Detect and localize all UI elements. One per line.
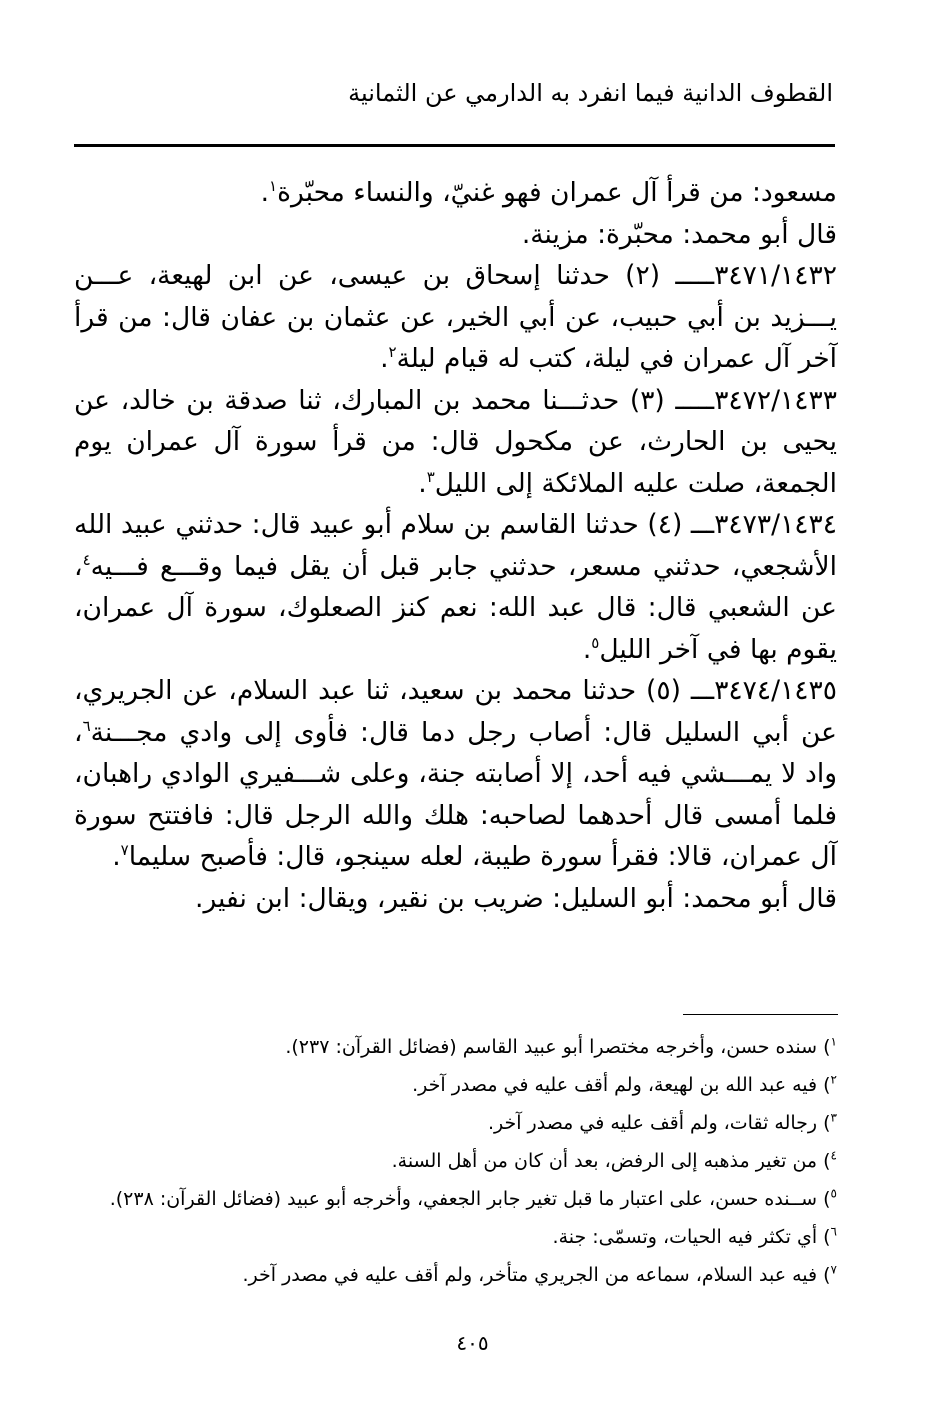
- hadith-1435: [74, 670, 837, 878]
- footnote-number: ٥: [830, 1186, 837, 1201]
- footnote-6: $^٦$) أي تكثر فيه الحيات، وتسمّى: جنة.: [552, 1224, 837, 1248]
- footnote-4: $^٤$) من تغير مذهبه إلى الرفض، بعد أن كان من أهل السنة.: [391, 1148, 837, 1172]
- page-number: ٤٠٥: [456, 1331, 489, 1355]
- paragraph-end: .: [380, 343, 389, 374]
- footnotes: [104, 1028, 837, 1294]
- footnote-number: ١: [830, 1034, 837, 1049]
- paragraph-end: .: [582, 633, 592, 665]
- footnote-divider: [683, 1014, 838, 1015]
- footnote-5: $^٥$) ســنده حسن، على اعتبار ما قبل تغير جابر الجعفي، وأخرجه أبو عبيد (فضائل القرآن: ٢٣٨).: [109, 1186, 837, 1210]
- header-divider: [74, 144, 835, 147]
- running-header: القطوف الدانية فيما انفرد به الدارمي عن الثمانية: [348, 79, 833, 107]
- footnote-ref[interactable]: ٤: [82, 550, 91, 569]
- footnote-2: $^٢$) فيه عبد الله بن لهيعة، ولم أقف عليه في مصدر آخر.: [412, 1072, 837, 1096]
- paragraph-7: [74, 878, 837, 920]
- footnote-7: $^٧$) فيه عبد السلام، سماعه من الجريري متأخر، ولم أقف عليه في مصدر آخر.: [242, 1262, 837, 1286]
- footnote-number: ٧: [830, 1262, 837, 1277]
- footnote-number: ٤: [830, 1148, 837, 1163]
- footnote-1: $^١$) سنده حسن، وأخرجه مختصرا أبو عبيد القاسم (فضائل القرآن: ٢٣٧).: [285, 1034, 837, 1058]
- footnote-text: فيه عبد الله بن لهيعة، ولم أقف عليه في مصدر آخر.: [412, 1074, 818, 1096]
- footnote-text: أي تكثر فيه الحيات، وتسمّى: جنة.: [552, 1226, 818, 1248]
- paragraph-text: قال أبو محمد: محبّرة: مزينة.: [521, 218, 837, 250]
- paragraph-text: ٣٤٧٢/١٤٣٣ـــــ (٣) حدثـــنا محمد بن المبارك، ثنا صدقة بن خالد، عن يحيى بن الحارث، عن مكحول قال: من قرأ سورة آل عمران يوم الجمعة، صلت عليه الملائكة إلى الليل: [74, 384, 837, 499]
- paragraph-end: .: [260, 177, 270, 208]
- footnote-ref[interactable]: ٥: [591, 633, 600, 652]
- footnote-text: من تغير مذهبه إلى الرفض، بعد أن كان من أهل السنة.: [391, 1150, 818, 1172]
- paragraph-end: .: [112, 841, 121, 872]
- footnote-ref[interactable]: ١: [269, 177, 278, 196]
- paragraph-text: قال أبو محمد: أبو السليل: ضريب بن نقير، ويقال: ابن نفير.: [195, 882, 837, 914]
- footnote-ref[interactable]: ٢: [388, 343, 397, 362]
- paragraph-text-cont: ، واد لا يمـــشي فيه أحد، إلا أصابته جنة، وعلى شـــفيري الوادي راهبان، فلما أمسى قال أحدهما لصاحبه: هلك والله الرجل قال: فافتتح سورة آل عمران، قالا: فقرأ سورة طيبة، لعله سينجو، قال: فأصبح سليما: [74, 716, 837, 872]
- footnote-ref[interactable]: ٦: [82, 716, 91, 735]
- paragraph-end: .: [418, 467, 427, 499]
- paragraph-text: ٣٤٧١/١٤٣٢ـــــ (٢) حدثنا إسحاق بن عيسى، عن ابن لهيعة، عـــن يـــزيد بن أبي حبيب، عن أبي الخير، عن عثمان بن عفان قال: من قرأ آخر آل عمران في ليلة، كتب له قيام ليلة: [74, 260, 837, 374]
- paragraph-1: [74, 172, 837, 214]
- footnote-ref[interactable]: ٧: [120, 841, 129, 860]
- footnote-text: فيه عبد السلام، سماعه من الجريري متأخر، ولم أقف عليه في مصدر آخر.: [242, 1264, 818, 1286]
- paragraph-text-cont: ، عن الشعبي قال: قال عبد الله: نعم كنز الصعلوك، سورة آل عمران، يقوم بها في آخر الليل: [74, 550, 837, 665]
- main-text: [74, 172, 837, 919]
- hadith-1433: [74, 380, 837, 505]
- paragraph-2: [74, 214, 837, 256]
- footnote-text: ســنده حسن، على اعتبار ما قبل تغير جابر الجعفي، وأخرجه أبو عبيد (فضائل القرآن: ٢٣٨).: [109, 1188, 818, 1210]
- footnote-3: $^٣$) رجاله ثقات، ولم أقف عليه في مصدر آخر.: [487, 1110, 837, 1134]
- footnote-number: ٢: [830, 1072, 837, 1087]
- footnote-number: ٦: [830, 1224, 837, 1239]
- paragraph-text: مسعود: من قرأ آل عمران فهو غنيّ، والنساء محبّرة: [277, 177, 837, 208]
- paragraph-text: ٣٤٧٣/١٤٣٤ـــ (٤) حدثنا القاسم بن سلام أبو عبيد قال: حدثني عبيد الله الأشجعي، حدثني مسعر، حدثني جابر قبل أن يقل فيما وقـــع فـــيه: [74, 509, 837, 582]
- footnote-text: رجاله ثقات، ولم أقف عليه في مصدر آخر.: [487, 1112, 818, 1134]
- hadith-1432: [74, 255, 837, 380]
- footnote-ref[interactable]: ٣: [426, 467, 435, 486]
- footnote-text: سنده حسن، وأخرجه مختصرا أبو عبيد القاسم (فضائل القرآن: ٢٣٧).: [285, 1036, 818, 1058]
- footnote-number: ٣: [830, 1110, 837, 1125]
- paragraph-text: ٣٤٧٤/١٤٣٥ـــ (٥) حدثنا محمد بن سعيد، ثنا عبد السلام، عن الجريري، عن أبي السليل قال: أصاب رجل دما قال: فأوى إلى وادي مجـــنة: [74, 675, 837, 748]
- hadith-1434: [74, 504, 837, 670]
